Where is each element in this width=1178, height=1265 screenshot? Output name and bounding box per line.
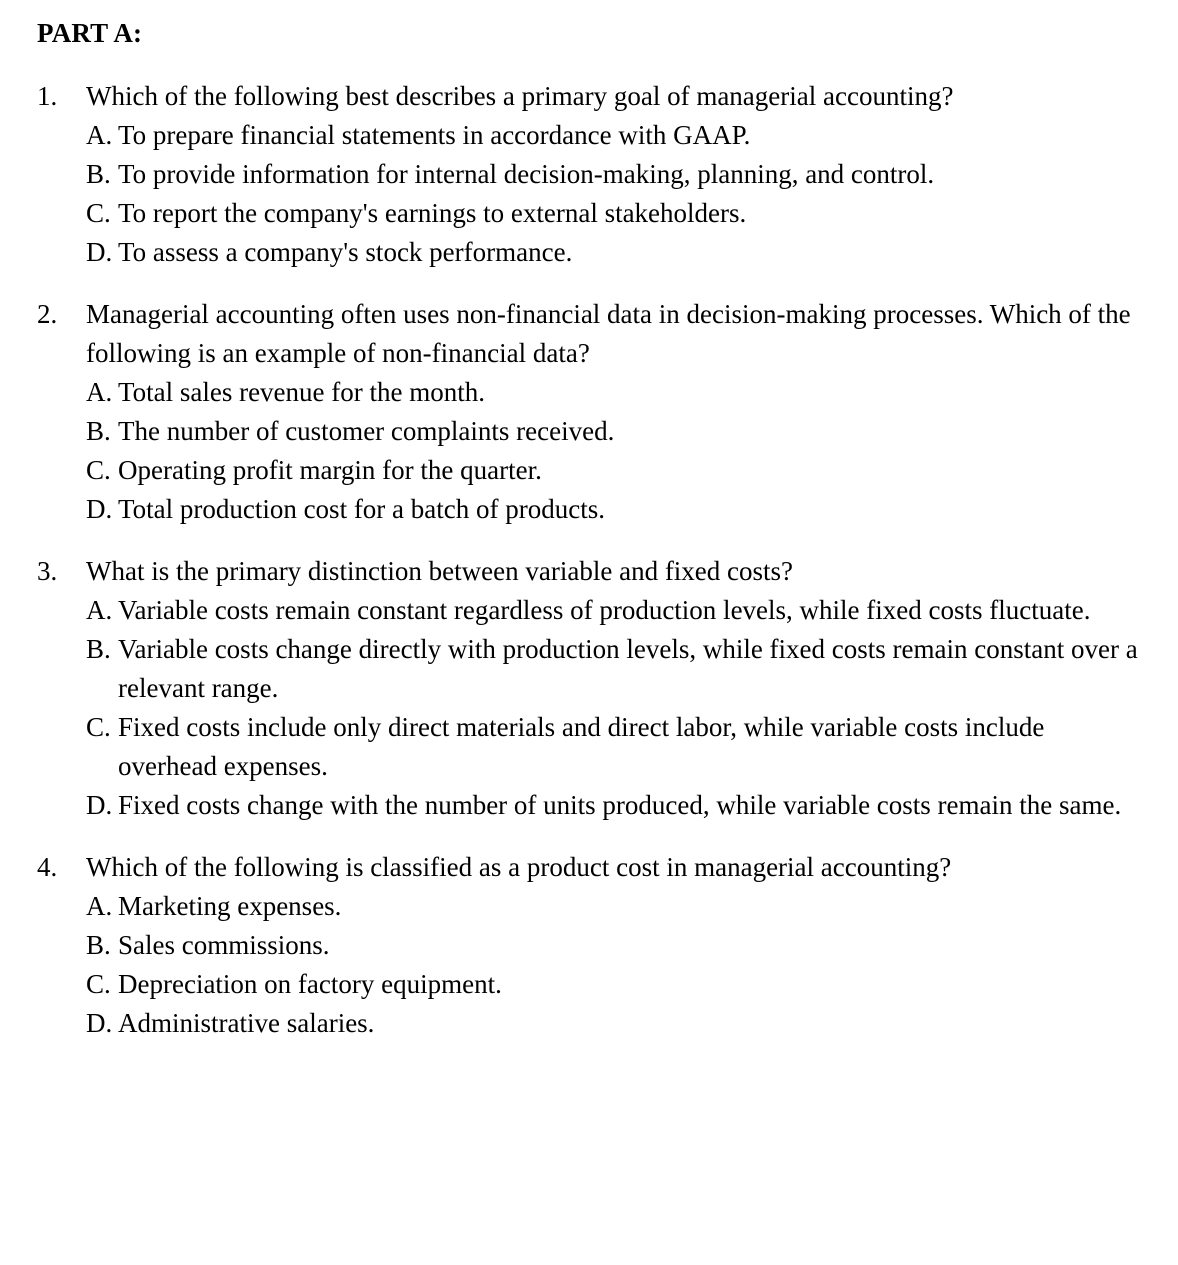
answer-option-list — [86, 591, 1150, 825]
question-block — [37, 77, 1150, 272]
answer-option-letter: C. — [86, 455, 111, 485]
answer-option-letter: D. — [86, 790, 113, 820]
answer-option-letter: B. — [86, 930, 111, 960]
answer-option-text: Marketing expenses. — [118, 891, 342, 921]
answer-option-letter: D. — [86, 237, 113, 267]
answer-option[interactable] — [86, 708, 1150, 786]
answer-option-text: Variable costs remain constant regardless of production levels, while fixed costs fluctuate. — [118, 595, 1091, 625]
answer-option-text: To assess a company's stock performance. — [118, 237, 573, 267]
answer-option-text: Operating profit margin for the quarter. — [118, 455, 542, 485]
answer-option-letter: D. — [86, 1008, 113, 1038]
answer-option-text: Administrative salaries. — [118, 1008, 375, 1038]
question-block — [37, 848, 1150, 1043]
answer-option[interactable] — [86, 194, 1150, 233]
part-heading: PART A: — [37, 18, 143, 48]
question-list — [37, 77, 1150, 1043]
answer-option-text: To provide information for internal decision-making, planning, and control. — [118, 159, 935, 189]
answer-option-letter: A. — [86, 891, 113, 921]
answer-option[interactable] — [86, 630, 1150, 708]
question-block — [37, 552, 1150, 825]
answer-option[interactable] — [86, 926, 1150, 965]
answer-option-list — [86, 116, 1150, 272]
answer-option-text: To report the company's earnings to external stakeholders. — [118, 198, 747, 228]
answer-option-text: Total production cost for a batch of products. — [118, 494, 605, 524]
answer-option-letter: A. — [86, 595, 113, 625]
answer-option-text: To prepare financial statements in accordance with GAAP. — [118, 120, 751, 150]
answer-option[interactable] — [86, 1004, 1150, 1043]
answer-option-text: The number of customer complaints received. — [118, 416, 615, 446]
answer-option-letter: A. — [86, 377, 113, 407]
answer-option-letter: C. — [86, 712, 111, 742]
answer-option[interactable] — [86, 155, 1150, 194]
answer-option-letter: A. — [86, 120, 113, 150]
answer-option-list — [86, 887, 1150, 1043]
answer-option-letter: C. — [86, 198, 111, 228]
answer-option-letter: B. — [86, 159, 111, 189]
answer-option[interactable] — [86, 373, 1150, 412]
answer-option[interactable] — [86, 233, 1150, 272]
question-number: 3. — [37, 556, 58, 586]
answer-option-text: Total sales revenue for the month. — [118, 377, 485, 407]
answer-option[interactable] — [86, 887, 1150, 926]
question-block — [37, 295, 1150, 529]
answer-option[interactable] — [86, 116, 1150, 155]
answer-option[interactable] — [86, 591, 1150, 630]
answer-option-text: Depreciation on factory equipment. — [118, 969, 502, 999]
answer-option-letter: D. — [86, 494, 113, 524]
answer-option-text: Sales commissions. — [118, 930, 330, 960]
question-stem: Which of the following is classified as a product cost in managerial accounting? — [86, 852, 952, 882]
answer-option-text: Fixed costs include only direct materials and direct labor, while variable costs include overhead expenses. — [118, 712, 1045, 781]
question-number: 2. — [37, 299, 58, 329]
answer-option[interactable] — [86, 965, 1150, 1004]
answer-option-text: Variable costs change directly with production levels, while fixed costs remain constant over a relevant range. — [118, 634, 1138, 703]
answer-option-letter: C. — [86, 969, 111, 999]
answer-option[interactable] — [86, 412, 1150, 451]
answer-option-text: Fixed costs change with the number of units produced, while variable costs remain the same. — [118, 790, 1122, 820]
answer-option[interactable] — [86, 451, 1150, 490]
answer-option[interactable] — [86, 490, 1150, 529]
question-stem: What is the primary distinction between variable and fixed costs? — [86, 556, 794, 586]
answer-option-letter: B. — [86, 416, 111, 446]
answer-option[interactable] — [86, 786, 1150, 825]
answer-option-list — [86, 373, 1150, 529]
question-number: 4. — [37, 852, 58, 882]
question-number: 1. — [37, 81, 58, 111]
answer-option-letter: B. — [86, 634, 111, 664]
question-stem: Managerial accounting often uses non-financial data in decision-making processes. Which of the following is an example of non-financial data? — [86, 299, 1131, 368]
question-stem: Which of the following best describes a primary goal of managerial accounting? — [86, 81, 954, 111]
